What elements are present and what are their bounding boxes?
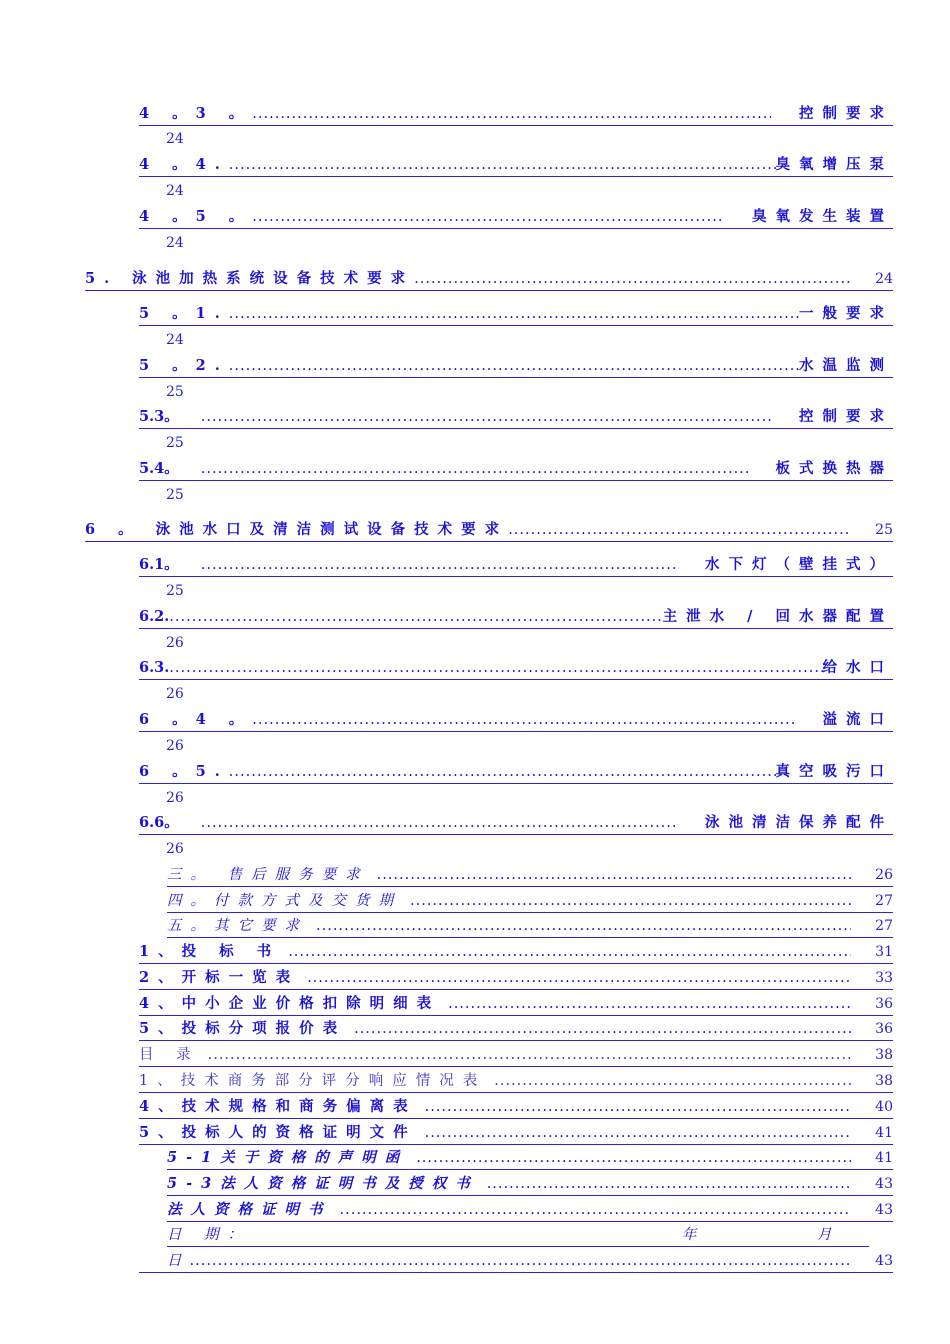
toc-entry[interactable]: 5、投标人的资格证明文件 ..... 41 xyxy=(139,1122,893,1145)
toc-entry[interactable]: 6.6。 ..... 泳池清洁保养配件 xyxy=(139,812,893,835)
toc-entry[interactable]: 5.4。 ..... 板式换热器 xyxy=(139,458,893,481)
toc-entry[interactable]: 5、投标分项报价表 ..... 36 xyxy=(139,1018,893,1041)
toc-entry[interactable]: 4、技术规格和商务偏离表 ..... 40 xyxy=(139,1096,893,1119)
toc-entry[interactable]: 1、技术商务部分评分响应情况表 ..... 38 xyxy=(139,1070,893,1093)
toc-entry[interactable]: 三。 售后服务要求 ..... 26 xyxy=(167,864,893,887)
toc-date-line[interactable]: 日 期： 年 月 xyxy=(167,1224,869,1247)
toc-entry[interactable]: 4 。5 。 ..... 臭氧发生装置 xyxy=(139,206,893,229)
toc-entry[interactable]: 6 。4 。 ..... 溢流口 xyxy=(139,709,893,732)
toc-entry[interactable]: 5-1关于资格的声明函 ..... 41 xyxy=(167,1147,893,1170)
toc-section-heading[interactable]: 6 。 泳池水口及清洁测试设备技术要求 ..... 25 xyxy=(85,519,893,542)
toc-page-number: 25 xyxy=(112,484,193,506)
toc-page-number: 26 xyxy=(112,632,193,654)
toc-section-heading[interactable]: 5. 泳池加热系统设备技术要求 ..... 24 xyxy=(85,268,893,291)
toc-page-number: 24 xyxy=(112,128,193,150)
toc-entry[interactable]: 目 录 ..... 38 xyxy=(139,1044,893,1067)
toc-entry[interactable]: 日 ..... 43 xyxy=(139,1250,893,1273)
toc-entry[interactable]: 2、开标一览表 ..... 33 xyxy=(139,967,893,990)
toc-entry[interactable]: 4 。3 。 ..... 控制要求 xyxy=(139,103,893,126)
toc-entry[interactable]: 5 。2. ..... 水温监测 xyxy=(139,355,893,378)
toc-entry[interactable]: 五。其它要求 ..... 27 xyxy=(167,915,893,938)
toc-page-number: 25 xyxy=(112,432,193,454)
toc-entry[interactable]: 5 。1. ..... 一般要求 xyxy=(139,303,893,326)
toc-page-number: 26 xyxy=(112,735,193,757)
toc-page-number: 25 xyxy=(112,381,193,403)
toc-entry[interactable]: 4、中小企业价格扣除明细表 ..... 36 xyxy=(139,993,893,1016)
toc-page-number: 24 xyxy=(112,232,193,254)
toc-entry[interactable]: 6 。5. ..... 真空吸污口 xyxy=(139,761,893,784)
toc-page-number: 26 xyxy=(112,838,193,860)
toc-entry[interactable]: 1、投 标 书 ..... 31 xyxy=(139,941,893,964)
toc-entry[interactable]: 5.3。 ..... 控制要求 xyxy=(139,406,893,429)
toc-page-number: 24 xyxy=(112,329,193,351)
toc-entry[interactable]: 4 。4. ..... 臭氧增压泵 xyxy=(139,154,893,177)
toc-page-number: 24 xyxy=(112,180,193,202)
toc-entry[interactable]: 5-3法人资格证明书及授权书 ..... 43 xyxy=(167,1173,893,1196)
toc-entry[interactable]: 法人资格证明书 ..... 43 xyxy=(167,1199,893,1222)
toc-entry[interactable]: 四。付款方式及交货期 ..... 27 xyxy=(167,890,893,913)
toc-page-number: 26 xyxy=(112,683,193,705)
toc-entry[interactable]: 6.1。 ..... 水下灯（壁挂式） xyxy=(139,554,893,577)
toc-entry[interactable]: 6.2. ..... 主泄水 / 回水器配置 xyxy=(139,606,893,629)
toc-entry[interactable]: 6.3. ..... 给水口 xyxy=(139,657,893,680)
toc-page-number: 25 xyxy=(112,580,193,602)
toc-page-number: 26 xyxy=(112,787,193,809)
